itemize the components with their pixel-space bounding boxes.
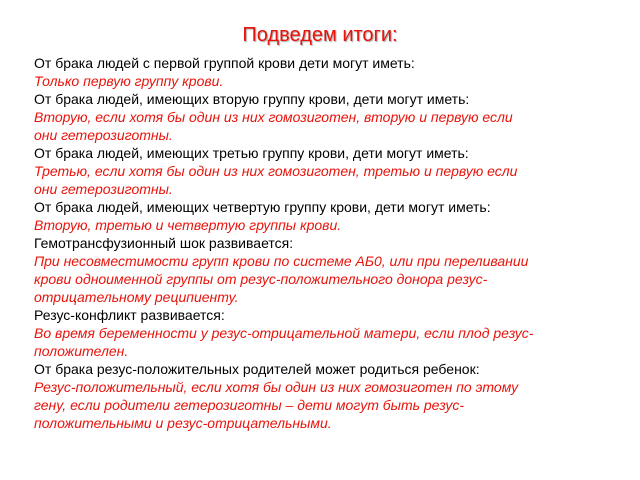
answer-line: Вторую, если хотя бы один из них гомозиготен, вторую и первую если (34, 109, 513, 125)
question-line: От брака людей, имеющих третью группу крови, дети могут иметь: (34, 145, 469, 161)
answer-line: положителен. (34, 343, 129, 359)
answer-line: Резус-положительный, если хотя бы один из них гомозиготен по этому (34, 379, 519, 395)
answer-line: Третью, если хотя бы один из них гомозиготен, третью и первую если (34, 163, 518, 179)
answer-line: Только первую группу крови. (34, 73, 224, 89)
question-line: От брака людей, имеющих четвертую группу крови, дети могут иметь: (34, 199, 491, 215)
question-line: Резус-конфликт развивается: (34, 307, 225, 323)
question-line: От брака людей с первой группой крови дети могут иметь: (34, 55, 415, 71)
answer-line: При несовместимости групп крови по системе АБ0, или при переливании (34, 253, 529, 269)
slide-content (34, 54, 614, 432)
answer-line: отрицательному реципиенту. (34, 289, 239, 305)
answer-line: Во время беременности у резус-отрицательной матери, если плод резус- (34, 325, 534, 341)
answer-line: положительными и резус-отрицательными. (34, 415, 332, 431)
question-line: От брака резус-положительных родителей может родиться ребенок: (34, 361, 480, 377)
answer-line: гену, если родители гетерозиготны – дети могут быть резус- (34, 397, 464, 413)
question-line: Гемотрансфузионный шок развивается: (34, 235, 294, 251)
answer-line: крови одноименной группы от резус-положительного донора резус- (34, 271, 488, 287)
question-line: От брака людей, имеющих вторую группу крови, дети могут иметь: (34, 91, 470, 107)
answer-line: Вторую, третью и четвертую группы крови. (34, 217, 342, 233)
answer-line: они гетерозиготны. (34, 127, 173, 143)
slide-title: Подведем итоги: (242, 24, 398, 46)
answer-line: они гетерозиготны. (34, 181, 173, 197)
